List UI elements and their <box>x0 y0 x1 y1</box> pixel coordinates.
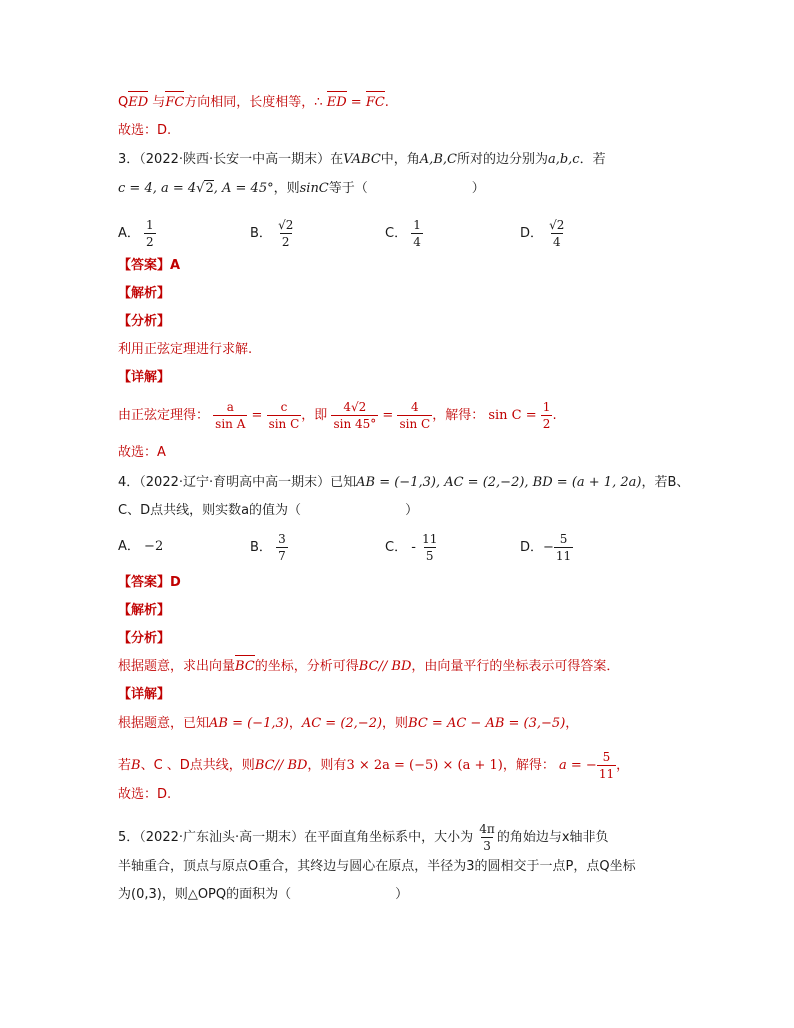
q3-text2: 中，角 <box>380 152 420 167</box>
text-part: ，则 <box>382 716 409 731</box>
q3-source: （2022·陕西·长安一中高一期末）在 <box>139 152 344 167</box>
q4-analysis-heading: 【解析】 <box>118 603 171 618</box>
option-label: C． <box>385 226 408 241</box>
q5-stem-line3 <box>118 886 408 904</box>
jiede-text: ，解得： <box>432 408 485 423</box>
q3-close: ） <box>471 181 485 196</box>
vector-bc-value: BC = AC − AB = (3,−5) <box>408 716 566 731</box>
vector-ed: ED <box>128 95 149 110</box>
fraction: $\frac{1}{2}$ <box>146 218 154 249</box>
text-part: 的坐标，分析可得 <box>254 659 359 674</box>
fraction: $\frac{1}{4}$ <box>413 218 421 249</box>
q3-sides: a,b,c <box>547 152 580 167</box>
fraction-4-sinC: $\frac{4}{\text{sin C}}$ <box>399 400 431 431</box>
text-part: ， <box>565 716 579 731</box>
q5-stem-line2: 半轴重合，顶点与原点O重合，其终边与圆心在原点，半径为3的圆相交于一点P，点Q坐标 <box>118 859 636 874</box>
q4-fenxi-heading: 【分析】 <box>118 631 171 646</box>
q4-option-d <box>520 532 573 563</box>
vector-fc-2: FC <box>365 95 385 110</box>
q5-source: （2022·广东汕头·高一期末）在平面直角坐标系中，大小为 <box>139 830 474 845</box>
q4-fenxi-text <box>118 658 619 676</box>
option-label: B． <box>250 540 272 555</box>
q3-fenxi-heading: 【分析】 <box>118 314 171 329</box>
q3-number: 3． <box>118 152 140 167</box>
q2-text2: 方向相同，长度相等， <box>184 95 315 110</box>
option-value: −2 <box>144 539 164 554</box>
q2-choice: 故选：D. <box>118 123 172 138</box>
q3-detail-line: 由正弦定理得： $\frac{a}{\text{sin A}}$ = $\frac{c}{\text{sin C}}$ ，即 $\frac{4√2}{\sin 45^\circ}$ = $\frac{4}{\text{sin C}}$ ，解得： sin C = $\frac{1}{2}$ . <box>118 400 557 431</box>
fraction: $\frac{11}{5}$ <box>422 532 438 563</box>
q4-option-a <box>118 538 163 556</box>
option-label: B． <box>250 226 272 241</box>
q4-ruo: ，若B、 <box>641 475 690 490</box>
q4-option-c <box>385 532 439 563</box>
sinc-equals: sin C = <box>488 408 537 423</box>
q3-text6: 等于（ <box>328 181 368 196</box>
q3-option-a <box>118 218 156 249</box>
q3-fenxi-text: 利用正弦定理进行求解. <box>118 342 253 357</box>
equation: 3 × 2a = (−5) × (a + 1) <box>346 758 503 773</box>
option-label: D． <box>520 540 544 555</box>
text-part: ，由向量平行的坐标表示可得答案． <box>411 659 620 674</box>
fraction: $\frac{√2}{2}$ <box>278 218 294 249</box>
option-label: C． <box>385 540 408 555</box>
q5-text2: 的角始边与x轴非负 <box>496 830 609 845</box>
option-label: A． <box>118 226 140 241</box>
q4-number: 4． <box>118 475 140 490</box>
q3-detail-heading: 【详解】 <box>118 370 171 385</box>
q3-stem-line1 <box>118 151 606 169</box>
q4-line2: C、D点共线，则实数a的值为（ <box>118 503 302 518</box>
fraction: $\frac{3}{7}$ <box>278 532 286 563</box>
fraction: $\frac{√2}{4}$ <box>549 218 565 249</box>
q3-triangle: VABC <box>343 152 381 167</box>
q4-answer: 【答案】D <box>118 575 181 590</box>
period: . <box>384 95 389 110</box>
q3-text5: ，则 <box>273 181 300 196</box>
q3-sinc: sinC <box>299 181 329 196</box>
q5-number: 5． <box>118 830 140 845</box>
vector-ac-value: AC = (2,−2) <box>301 716 383 731</box>
q4-stem-line2 <box>118 502 418 520</box>
q5-stem-line1 <box>118 822 609 853</box>
q4-choice: 故选：D. <box>118 787 172 802</box>
ji-text: ，即 <box>301 408 328 423</box>
text-part: ，解得： <box>502 758 555 773</box>
text-part: ，则有 <box>307 758 347 773</box>
therefore-symbol: ∴ <box>314 95 323 110</box>
q3-sqrt: √2 <box>196 181 214 196</box>
vector-ab-value: AB = (−1,3) <box>209 716 289 731</box>
vector-fc: FC <box>165 95 185 110</box>
q3-answer: 【答案】A <box>118 258 181 273</box>
minus-sign: - <box>411 540 416 555</box>
q3-text4: ．若 <box>579 152 606 167</box>
q3-option-d <box>520 218 566 249</box>
q3-condition: c = 4, a = 4 <box>118 181 197 196</box>
q2-text: 与 <box>152 95 166 110</box>
text-part: 若 <box>118 758 132 773</box>
q2-conclusion-line <box>118 94 389 112</box>
text-part: ， <box>616 758 630 773</box>
parallel-expression: BC// BD <box>358 659 412 674</box>
text-part: 根据题意，已知 <box>118 716 210 731</box>
vector-ed-2: ED <box>326 95 347 110</box>
q3-angles: A,B,C <box>419 152 457 167</box>
fraction: $\frac{5}{11}$ <box>555 532 572 563</box>
text-part: ， <box>288 716 302 731</box>
q4-close: ） <box>405 503 419 518</box>
fraction-4root2-sin45: $\frac{4√2}{\sin 45^\circ}$ <box>333 400 377 431</box>
q4-option-b <box>250 532 288 563</box>
fraction-c-sinC: $\frac{c}{\text{sin C}}$ <box>268 400 300 431</box>
equals-sign: = <box>350 95 362 110</box>
vector-bc: BC <box>235 659 255 674</box>
q4-vectors: AB = (−1,3), AC = (2,−2), BD = (a + 1, 2a) <box>356 475 642 490</box>
minus-sign: − <box>543 540 554 555</box>
q5-line3: 为(0,3)，则△OPQ的面积为（ <box>118 887 292 902</box>
text-part: 根据题意，求出向量 <box>118 659 236 674</box>
solution: a = − <box>559 758 597 773</box>
q4-stem-line1 <box>118 474 689 492</box>
q3-stem-line2 <box>118 180 485 198</box>
q3-condition2: , A = 45° <box>213 181 274 196</box>
q2-prefix: Q <box>118 95 129 110</box>
fraction-a-sinA: $\frac{a}{\text{sin A}}$ <box>215 400 246 431</box>
q3-choice: 故选：A <box>118 445 166 460</box>
text-part: 、C 、D点共线，则 <box>140 758 255 773</box>
q5-close: ） <box>395 887 409 902</box>
q4-detail-line1 <box>118 715 578 733</box>
fraction: $\frac{5}{11}$ <box>598 750 615 781</box>
point-b: B <box>131 758 141 773</box>
q4-source: （2022·辽宁·育明高中高一期末）已知 <box>139 475 357 490</box>
detail-prefix: 由正弦定理得： <box>118 408 210 423</box>
q4-detail-heading: 【详解】 <box>118 687 171 702</box>
option-label: D． <box>520 226 544 241</box>
q3-option-c <box>385 218 423 249</box>
q3-text3: 所对的边分别为 <box>456 152 548 167</box>
fraction-4pi-3: $\frac{4\pi}{3}$ <box>479 822 495 853</box>
q3-analysis-heading: 【解析】 <box>118 286 171 301</box>
parallel-expression: BC// BD <box>254 758 308 773</box>
q4-detail-line2 <box>118 750 629 781</box>
option-label: A． <box>118 539 140 554</box>
q3-option-b <box>250 218 295 249</box>
fraction-one-half: $\frac{1}{2}$ <box>542 400 551 431</box>
